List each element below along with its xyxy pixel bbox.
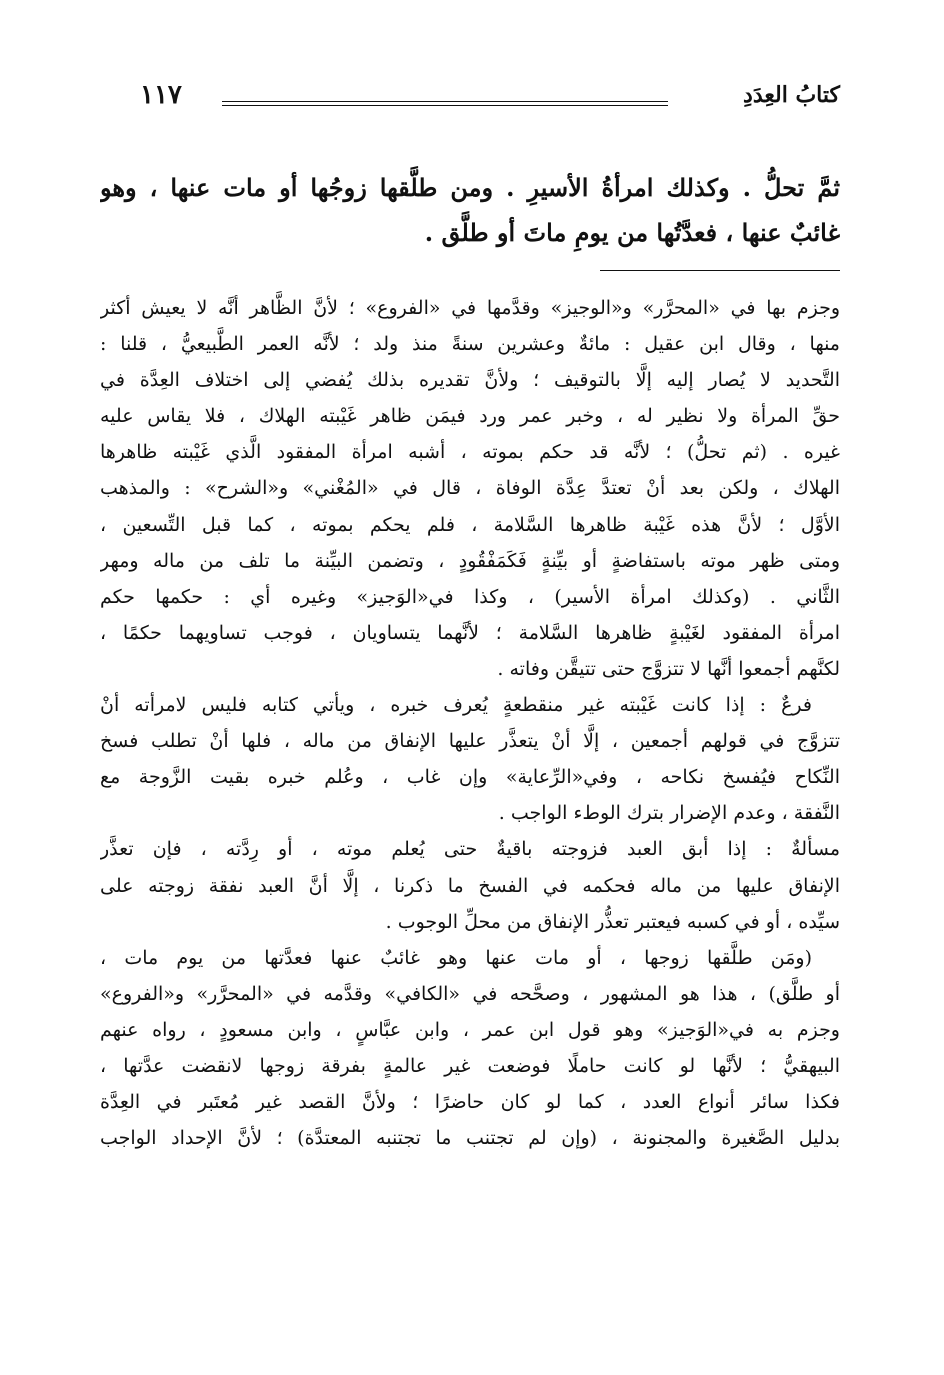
page-number: ١١٧ [140, 80, 182, 110]
commentary-line: أو طلَّق) ، هذا هو المشهور ، وصحَّحه في «الكافي» وقدَّمه في «المحرَّر» و«الفروع» [100, 982, 840, 1005]
commentary-line: سيِّده ، أو في كسبه فيعتبر تعذُّر الإنفاق من محلِّ الوجوب . [385, 910, 840, 933]
commentary-line: غيره . (ثم تحلُّ) ؛ لأنَّه قد حكم بموته ، أشبه امرأة المفقود الَّذي غَيْبته ظاهرها [100, 441, 840, 464]
commentary-line: وجزم به في«الوَجيز» وهو قول ابن عمر ، وابن عبَّاسٍ ، وابن مسعودٍ ، رواه عنهم [100, 1018, 840, 1041]
commentary-line: البيهقيُّ ؛ لأنَّها لو كانت حاملًا فوضعت غير عالمةٍ بفرقة زوجها لانقضت عدَّتها ، [100, 1054, 840, 1077]
commentary-line: الإنفاق عليها من ماله فحكمه في الفسخ ما ذكرنا ، إلَّا أنَّ العبد نفقة زوجته على [100, 874, 840, 897]
commentary-line: بدليل الصَّغيرة والمجنونة ، (وإن لم تجتنب ما تجتنبه المعتدَّة) ؛ لأنَّ الإحداد الواجب [100, 1127, 840, 1150]
header-rule-thin [222, 105, 668, 106]
commentary-line: امرأة المفقود لغَيْبةٍ ظاهرها السَّلامة ؛ لأنَّهما يتساويان ، فوجب تساويهما حكمًا ، [100, 621, 840, 644]
commentary-line: لكنَّهم أجمعوا أنَّها لا تتزوَّج حتى تتيقَّن وفاته . [497, 657, 840, 680]
commentary-line: فرعٌ : إذا كانت غَيْبته غير منقطعةٍ يُعرف خبره ، ويأتي كتابه فليس لامرأته أنْ [100, 694, 812, 717]
commentary-line: النَّفقة ، وعدم الإضرار بترك الوطء الواجب . [498, 802, 840, 825]
matn-line: غائبٌ عنها ، فعدَّتُها من يومِ ماتَ أو طلَّق . [424, 218, 840, 247]
commentary-line: الأوَّل ؛ لأنَّ هذه غَيْبة ظاهرها السَّلامة ، فلم يحكم بموته ، كما قبل التِّسعين ، [100, 513, 840, 536]
matn-text [100, 165, 840, 255]
commentary-line: ومتى ظهر موته باستفاضةٍ أو بيِّنةٍ فَكَمَفْقُودٍ ، وتضمن البيِّنة ما تلف من ماله ومهر [100, 549, 840, 572]
commentary-line: (ومَن طلَّقها زوجها ، أو مات عنها وهو غائبٌ عنها فعدَّتها من يوم مات ، [100, 946, 812, 969]
commentary-line: فكذا سائر أنواع العدد ، كما لو كان حاضرًا ؛ ولأنَّ القصد غير مُعتَبر في العِدَّة [100, 1091, 840, 1114]
text-separator-rule [600, 270, 840, 271]
matn-line: ثمَّ تحلُّ . وكذلك امرأةُ الأسيرِ . ومن طلَّقها زوجُها أو مات عنها ، وهو [100, 173, 840, 202]
commentary-line: مسألةٌ : إذا أبق العبد فزوجته باقيةٌ حتى يُعلم موته ، أو رِدَّته ، فإن تعذَّر [100, 838, 840, 861]
commentary-line: حقِّ المرأة ولا نظير له ، وخبر عمر ورد فيمَن ظاهر غَيْبته الهلاك ، فلا يقاس عليه [100, 405, 840, 428]
commentary-line: النِّكاح فيُفسخ نكاحه ، وفي«الرِّعاية» وإن غاب ، وعُلم خبره بقيت الزَّوجة مع [100, 766, 840, 789]
commentary-line: وجزم بها في «المحرَّر» و«الوجيز» وقدَّمها في «الفروع» ؛ لأنَّ الظَّاهر أنَّه لا يعيش أكثر [100, 297, 840, 319]
commentary-line: الهلاك ، ولكن بعد أنْ تعتدَّ عِدَّة الوفاة ، قال في «المُغْني» و«الشرح» : والمذهب [100, 477, 840, 500]
running-title: كتابُ العِدَدِ [743, 82, 840, 108]
page-header [140, 78, 840, 118]
commentary-line: منها ، وقال ابن عقيل : مائةٌ وعشرين سنةً منذ ولد ؛ لأنَّه العمر الطَّبيعيُّ ، قلنا : [100, 333, 840, 356]
commentary-text [100, 290, 840, 1156]
commentary-line: الثَّاني . (وكذلك امرأة الأسير) ، وكذا في«الوَجيز» وغيره أي : حكمها حكم [100, 585, 840, 608]
commentary-line: تتزوَّج في قولهم أجمعين ، إلَّا أنْ يتعذَّر عليها الإنفاق من ماله ، فلها أنْ تطلب فسخ [100, 730, 840, 753]
commentary-line: التَّحديد لا يُصار إليه إلَّا بالتوقيف ؛ ولأنَّ تقديره بذلك يُفضي إلى اختلاف العِدَّة في [100, 369, 840, 392]
header-rule [222, 101, 668, 102]
